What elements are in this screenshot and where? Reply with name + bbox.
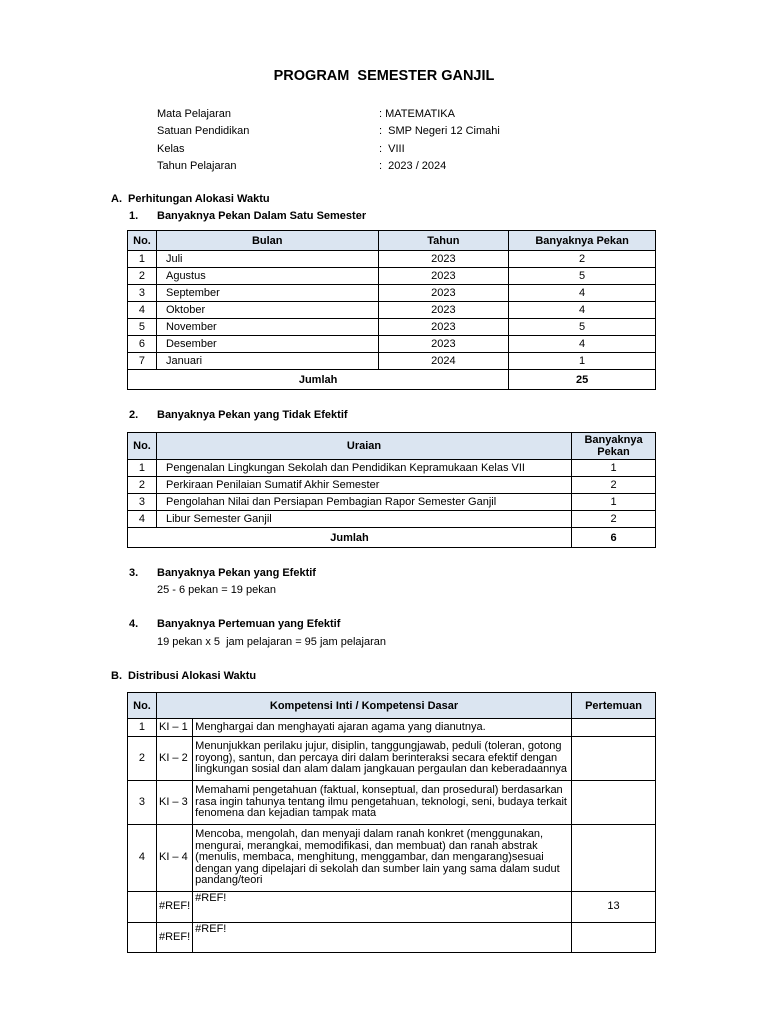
- cell-competency: Mencoba, mengolah, dan menyaji dalam ranah konkret (menggunakan, mengurai, merangkai, memodifikasi, dan membuat) dan ranah abstrak (menulis, membaca, menghitung, menggambar, dan mengarang)sesuai dengan yang dipelajari di sekolah dan sumber lain yang sama dalam sudut pandang/teori: [193, 825, 572, 892]
- cell-no: 1: [128, 251, 157, 268]
- cell-month: Juli: [156, 251, 378, 268]
- total-label: Jumlah: [128, 370, 509, 390]
- section-a-letter: A.: [111, 193, 122, 205]
- cell-month: Oktober: [156, 302, 378, 319]
- cell-month: September: [156, 285, 378, 302]
- section-b-title: Distribusi Alokasi Waktu: [128, 670, 257, 682]
- cell-weeks: 4: [509, 302, 656, 319]
- cell-competency: #REF!: [193, 892, 572, 923]
- cell-competency: Menunjukkan perilaku jujur, disiplin, tanggungjawab, peduli (toleran, gotong royong), santun, dan percaya diri dalam berinteraksi secara efektif dengan lingkungan sosial dan alam dalam jangkauan pergaulan dan keberadaannya: [193, 737, 572, 781]
- cell-year: 2023: [378, 268, 509, 285]
- column-header: No.: [128, 433, 157, 460]
- cell-year: 2023: [378, 336, 509, 353]
- sub2-number: 2.: [129, 409, 139, 421]
- cell-month: November: [156, 319, 378, 336]
- cell-no: 3: [128, 285, 157, 302]
- table-row: [128, 285, 656, 302]
- cell-meetings: [572, 923, 656, 953]
- cell-month: Desember: [156, 336, 378, 353]
- info-row: [157, 106, 500, 123]
- sub2-title: Banyaknya Pekan yang Tidak Efektif: [157, 409, 348, 421]
- info-row: [157, 158, 500, 175]
- effective-meetings-calc: 19 pekan x 5 jam pelajaran = 95 jam pelajaran: [157, 636, 387, 648]
- cell-weeks: 4: [509, 336, 656, 353]
- cell-no: 5: [128, 319, 157, 336]
- cell-weeks: 2: [572, 511, 656, 528]
- table-row: [128, 302, 656, 319]
- cell-weeks: 2: [509, 251, 656, 268]
- weeks-per-semester-table: [127, 230, 656, 390]
- cell-description: Libur Semester Ganjil: [156, 511, 571, 528]
- column-header: Kompetensi Inti / Kompetensi Dasar: [156, 693, 571, 719]
- info-value: : SMP Negeri 12 Cimahi: [379, 125, 500, 138]
- cell-no: [128, 923, 157, 953]
- cell-month: Januari: [156, 353, 378, 370]
- time-distribution-table: [127, 692, 656, 953]
- info-block: [157, 106, 500, 175]
- cell-meetings: [572, 737, 656, 781]
- cell-no: 4: [128, 511, 157, 528]
- cell-weeks: 5: [509, 268, 656, 285]
- info-value: : MATEMATIKA: [379, 108, 455, 120]
- table-row: [128, 477, 656, 494]
- column-header: No.: [128, 693, 157, 719]
- cell-meetings: [572, 719, 656, 737]
- non-effective-weeks-table: [127, 432, 656, 548]
- table-total-row: [128, 370, 656, 390]
- column-header: Uraian: [156, 433, 571, 460]
- sub3-title: Banyaknya Pekan yang Efektif: [157, 567, 316, 579]
- column-header: Banyaknya Pekan: [509, 231, 656, 251]
- cell-ki: KI – 3: [156, 781, 192, 825]
- cell-no: 4: [128, 825, 157, 892]
- cell-competency: Menghargai dan menghayati ajaran agama yang dianutnya.: [193, 719, 572, 737]
- info-row: [157, 141, 500, 158]
- cell-ki: KI – 4: [156, 825, 192, 892]
- total-label: Jumlah: [128, 528, 572, 548]
- table-row: [128, 511, 656, 528]
- cell-no: [128, 892, 157, 923]
- page-title: PROGRAM SEMESTER GANJIL: [273, 68, 495, 84]
- info-value: : 2023 / 2024: [379, 159, 447, 172]
- table-row: [128, 494, 656, 511]
- cell-no: 3: [128, 494, 157, 511]
- section-b-letter: B.: [111, 670, 122, 682]
- cell-no: 4: [128, 302, 157, 319]
- cell-month: Agustus: [156, 268, 378, 285]
- table-row: [128, 268, 656, 285]
- info-label: Satuan Pendidikan: [157, 125, 250, 138]
- table-row: [128, 719, 656, 737]
- table-header-row: [128, 231, 656, 251]
- cell-no: 2: [128, 737, 157, 781]
- table-row: [128, 737, 656, 781]
- table-row: [128, 923, 656, 953]
- cell-year: 2023: [378, 319, 509, 336]
- cell-description: Pengolahan Nilai dan Persiapan Pembagian Rapor Semester Ganjil: [156, 494, 571, 511]
- cell-weeks: 4: [509, 285, 656, 302]
- column-header: Bulan: [156, 231, 378, 251]
- cell-no: 1: [128, 460, 157, 477]
- cell-ki: #REF!: [156, 892, 192, 923]
- column-header: No.: [128, 231, 157, 251]
- cell-weeks: 2: [572, 477, 656, 494]
- cell-meetings: [572, 781, 656, 825]
- column-header: Pertemuan: [572, 693, 656, 719]
- table-row: [128, 892, 656, 923]
- cell-no: 2: [128, 477, 157, 494]
- sub3-number: 3.: [129, 567, 139, 579]
- cell-no: 6: [128, 336, 157, 353]
- cell-no: 7: [128, 353, 157, 370]
- sub1-title: Banyaknya Pekan Dalam Satu Semester: [157, 210, 367, 222]
- total-value: 25: [509, 370, 656, 390]
- cell-ki: #REF!: [156, 923, 192, 953]
- cell-year: 2023: [378, 251, 509, 268]
- info-row: [157, 123, 500, 140]
- cell-description: Pengenalan Lingkungan Sekolah dan Pendidikan Kepramukaan Kelas VII: [156, 460, 571, 477]
- cell-competency: Memahami pengetahuan (faktual, konseptual, dan prosedural) berdasarkan rasa ingin tahunya tentang ilmu pengetahuan, teknologi, seni, budaya terkait fenomena dan kejadian tampak mata: [193, 781, 572, 825]
- cell-description: Perkiraan Penilaian Sumatif Akhir Semester: [156, 477, 571, 494]
- cell-ki: KI – 1: [156, 719, 192, 737]
- section-a-title: Perhitungan Alokasi Waktu: [128, 193, 270, 205]
- cell-meetings: 13: [572, 892, 656, 923]
- cell-weeks: 1: [509, 353, 656, 370]
- cell-weeks: 1: [572, 494, 656, 511]
- table-header-row: [128, 693, 656, 719]
- info-label: Kelas: [157, 142, 185, 155]
- table-header-row: [128, 433, 656, 460]
- info-value: : VIII: [379, 142, 405, 155]
- table-row: [128, 319, 656, 336]
- total-value: 6: [572, 528, 656, 548]
- sub4-title: Banyaknya Pertemuan yang Efektif: [157, 618, 341, 630]
- cell-no: 2: [128, 268, 157, 285]
- info-label: Mata Pelajaran: [157, 108, 231, 120]
- table-total-row: [128, 528, 656, 548]
- column-header: Tahun: [378, 231, 509, 251]
- column-header: Banyaknya Pekan: [572, 433, 656, 460]
- cell-meetings: [572, 825, 656, 892]
- table-row: [128, 353, 656, 370]
- cell-year: 2023: [378, 285, 509, 302]
- table-row: [128, 825, 656, 892]
- table-row: [128, 336, 656, 353]
- cell-ki: KI – 2: [156, 737, 192, 781]
- table-row: [128, 251, 656, 268]
- sub1-number: 1.: [129, 210, 139, 222]
- sub4-number: 4.: [129, 618, 139, 630]
- cell-no: 1: [128, 719, 157, 737]
- cell-year: 2024: [378, 353, 509, 370]
- table-row: [128, 781, 656, 825]
- cell-weeks: 1: [572, 460, 656, 477]
- cell-weeks: 5: [509, 319, 656, 336]
- cell-competency: #REF!: [193, 923, 572, 953]
- effective-weeks-calc: 25 - 6 pekan = 19 pekan: [157, 584, 276, 596]
- cell-year: 2023: [378, 302, 509, 319]
- table-row: [128, 460, 656, 477]
- info-label: Tahun Pelajaran: [157, 159, 237, 172]
- cell-no: 3: [128, 781, 157, 825]
